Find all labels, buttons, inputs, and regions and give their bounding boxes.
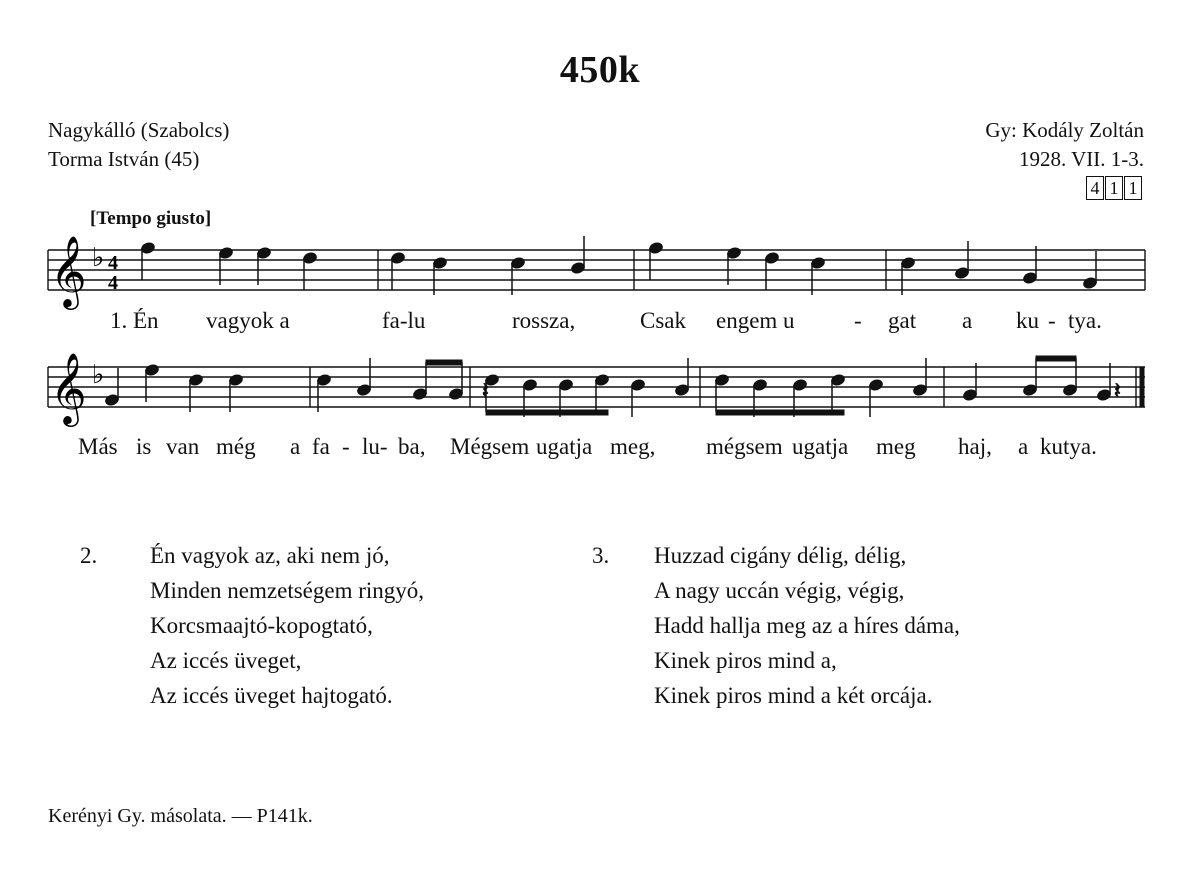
lyric-syllable: rossza,	[512, 308, 576, 333]
stanza-number: 2.	[80, 543, 98, 568]
beam	[486, 410, 608, 415]
stanza-line: Korcsmaajtó-kopogtató,	[150, 613, 373, 638]
classification-box: 4	[1086, 176, 1104, 200]
treble-clef-icon: 𝄞	[50, 234, 87, 307]
footer-source: Kerényi Gy. másolata. — P141k.	[48, 805, 313, 827]
stanza-line: Hadd hallja meg az a híres dáma,	[654, 613, 960, 638]
lyric-syllable: fa-lu	[382, 308, 426, 333]
tempo-marking: [Tempo giusto]	[90, 208, 212, 229]
treble-clef-icon: 𝄞	[50, 351, 87, 424]
singer: Torma István (45)	[48, 147, 200, 171]
stanza-lines	[654, 538, 960, 713]
stanza-line: Kinek piros mind a,	[654, 648, 837, 673]
lyric-syllable: a	[290, 434, 301, 459]
lyric-syllable: van	[166, 434, 200, 459]
lyric-syllable: Csak	[640, 308, 686, 333]
lyric-syllable: a	[1018, 434, 1029, 459]
stanza-lines	[150, 538, 424, 713]
flat-icon: ♭	[92, 243, 105, 273]
lyric-syllable: ku	[1016, 308, 1039, 333]
lyric-syllable: vagyok a	[206, 308, 290, 333]
quarter-rest-icon: 𝄽	[1114, 379, 1121, 404]
stanza-2	[80, 538, 540, 718]
lyric-syllable: mégsem	[706, 434, 783, 459]
beam	[716, 410, 844, 415]
stanza-number: 3.	[592, 543, 610, 568]
collector: Gy: Kodály Zoltán	[985, 118, 1144, 142]
lyric-syllable: ba,	[398, 434, 426, 459]
stanza-line: Az iccés üveget hajtogató.	[150, 683, 393, 708]
classification-box: 1	[1124, 176, 1142, 200]
staff-line-1	[48, 250, 1145, 290]
lyric-syllable: gat	[888, 308, 917, 333]
quarter-rest-icon: 𝄽	[482, 379, 489, 404]
time-signature-top: 4	[108, 252, 118, 274]
lyric-syllable: tya.	[1068, 308, 1102, 333]
lyric-syllable: is	[136, 434, 152, 459]
collection-date: 1928. VII. 1-3.	[1018, 147, 1144, 171]
beam	[1036, 356, 1076, 361]
lyric-syllable: meg	[876, 434, 916, 459]
stanza-3	[592, 538, 1112, 718]
lyric-syllable: meg,	[610, 434, 656, 459]
beam	[426, 360, 462, 365]
stanza-line: Minden nemzetségem ringyó,	[150, 578, 425, 603]
lyric-syllable: Más	[78, 434, 118, 459]
stanza-line: Kinek piros mind a két orcája.	[654, 683, 933, 708]
lyric-syllable: még	[216, 434, 256, 459]
lyric-syllable: lu-	[362, 434, 388, 459]
stanza-line: Az iccés üveget,	[150, 648, 302, 673]
lyric-syllable: ugatja	[792, 434, 849, 459]
lyric-syllable: -	[1048, 308, 1056, 333]
lyric-syllable: -	[342, 434, 350, 459]
lyric-syllable: fa	[312, 434, 330, 459]
classification-box: 1	[1105, 176, 1123, 200]
stanza-line: Én vagyok az, aki nem jó,	[150, 543, 390, 568]
time-signature-bottom: 4	[108, 272, 118, 294]
page-title: 450k	[559, 49, 641, 91]
lyric-syllable: ugatja	[536, 434, 593, 459]
lyric-syllable: Mégsem	[450, 434, 530, 459]
lyric-syllable: haj,	[958, 434, 992, 459]
lyric-syllable: a	[962, 308, 973, 333]
lyric-syllable: -	[854, 308, 862, 333]
flat-icon: ♭	[92, 360, 105, 390]
lyric-syllable: 1. Én	[110, 308, 159, 333]
lyric-syllable: engem u	[716, 308, 795, 333]
stanza-line: Huzzad cigány délig, délig,	[654, 543, 907, 568]
stanza-line: A nagy uccán végig, végig,	[654, 578, 905, 603]
lyric-syllable: kutya.	[1040, 434, 1097, 459]
location: Nagykálló (Szabolcs)	[48, 118, 230, 142]
